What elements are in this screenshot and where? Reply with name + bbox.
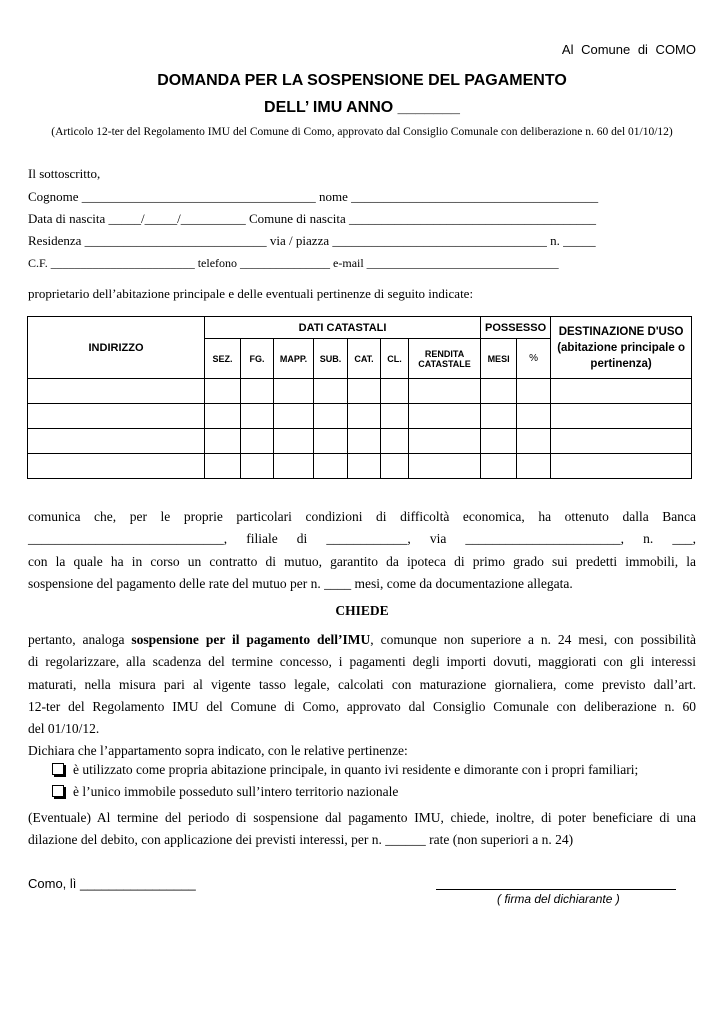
table-cell[interactable] <box>28 404 205 429</box>
table-cell[interactable] <box>348 379 381 404</box>
table-cell[interactable] <box>517 379 551 404</box>
cadastral-table <box>27 316 692 479</box>
table-cell[interactable] <box>241 454 274 479</box>
table-cell[interactable] <box>381 429 409 454</box>
table-cell[interactable] <box>409 454 481 479</box>
owner-text: proprietario dell’abitazione principale e delle eventuali pertinenze di seguito indicate: <box>28 286 474 301</box>
table-cell[interactable] <box>205 454 241 479</box>
intro-text: Il sottoscritto, <box>28 166 101 181</box>
table-cell[interactable] <box>241 404 274 429</box>
header-fg: FG. <box>241 339 274 379</box>
bank-field[interactable]: _____________________________, filiale di ____________, via _______________________, n. ___, <box>28 531 696 546</box>
table-cell[interactable] <box>28 429 205 454</box>
pertanto-bold: sospensione per il pagamento dell’IMU <box>131 632 371 647</box>
place-date-field[interactable]: Como, lì ________________ <box>28 876 196 891</box>
table-cell[interactable] <box>481 429 517 454</box>
table-cell[interactable] <box>481 379 517 404</box>
document-title: DOMANDA PER LA SOSPENSIONE DEL PAGAMENTO <box>157 72 567 89</box>
pertanto-line-3: maturati, nella misura pari al vigente tasso legale, calcolati con maturazione giornaliera, come previsto dall’art. <box>28 677 696 692</box>
table-cell[interactable] <box>205 379 241 404</box>
birth-field[interactable]: Data di nascita _____/_____/__________ Comune di nascita ______________________________________ <box>28 211 596 226</box>
table-row <box>28 404 692 429</box>
table-cell[interactable] <box>381 454 409 479</box>
table-cell[interactable] <box>551 429 692 454</box>
table-cell[interactable] <box>28 454 205 479</box>
pertanto-line-4: 12-ter del Regolamento IMU del Comune di Como, approvato dal Consiglio Comunale con deliberazione n. 60 <box>28 699 696 714</box>
header-sub: SUB. <box>314 339 348 379</box>
recipient: Al Comune di COMO <box>561 42 696 57</box>
header-possesso: POSSESSO <box>481 317 551 339</box>
table-row <box>28 454 692 479</box>
table-cell[interactable] <box>348 404 381 429</box>
table-cell[interactable] <box>409 429 481 454</box>
header-indirizzo: INDIRIZZO <box>28 317 205 379</box>
pertanto-line-2: di regolarizzare, alla scadenza del termine concesso, i pagamenti degli importi dovuti, maggiorati con gli interessi <box>28 654 696 669</box>
header-destinazione <box>551 317 692 379</box>
header-percent: % <box>517 339 551 379</box>
destinazione-title: DESTINAZIONE D'USO <box>558 325 684 338</box>
table-cell[interactable] <box>517 454 551 479</box>
table-cell[interactable] <box>205 429 241 454</box>
eventuale-line-1: (Eventuale) Al termine del periodo di sospensione dal pagamento IMU, chiede, inoltre, di poter beneficiare di una <box>28 810 696 825</box>
check-unico-immobile[interactable] <box>52 784 398 800</box>
table-cell[interactable] <box>348 429 381 454</box>
table-cell[interactable] <box>274 379 314 404</box>
legal-reference: (Articolo 12-ter del Regolamento IMU del Comune di Como, approvato dal Consiglio Comunale con deliberazione n. 60 del 01/10/12) <box>51 126 673 138</box>
cognome-nome-field[interactable]: Cognome ____________________________________ nome ______________________________________ <box>28 189 599 204</box>
header-sez: SEZ. <box>205 339 241 379</box>
table-cell[interactable] <box>314 454 348 479</box>
comunica-line-4: sospensione del pagamento delle rate del mutuo per n. ____ mesi, come da documentazione allegata. <box>28 576 573 591</box>
signature-label: ( firma del dichiarante ) <box>497 892 620 906</box>
table-row <box>28 379 692 404</box>
table-cell[interactable] <box>551 404 692 429</box>
check-label: è utilizzato come propria abitazione principale, in quanto ivi residente e dimorante con i propri familiari; <box>73 762 639 777</box>
table-cell[interactable] <box>381 404 409 429</box>
chiede-heading: CHIEDE <box>335 603 389 618</box>
dichiara-text: Dichiara che l’appartamento sopra indicato, con le relative pertinenze: <box>28 743 408 758</box>
table-cell[interactable] <box>205 404 241 429</box>
table-cell[interactable] <box>28 379 205 404</box>
table-cell[interactable] <box>274 429 314 454</box>
pertanto-suffix: , comunque non superiore a n. 24 mesi, con possibilità <box>370 632 697 647</box>
signature-line[interactable] <box>436 889 676 890</box>
document-title-year: DELL’ IMU ANNO _______ <box>264 99 460 116</box>
header-cat: CAT. <box>348 339 381 379</box>
table-cell[interactable] <box>481 404 517 429</box>
header-mesi: MESI <box>481 339 517 379</box>
table-cell[interactable] <box>409 404 481 429</box>
check-abitazione-principale[interactable] <box>52 762 638 778</box>
table-cell[interactable] <box>381 379 409 404</box>
table-cell[interactable] <box>314 379 348 404</box>
table-cell[interactable] <box>274 404 314 429</box>
header-cl: CL. <box>381 339 409 379</box>
table-cell[interactable] <box>348 454 381 479</box>
table-cell[interactable] <box>314 404 348 429</box>
pertanto-line-1 <box>28 629 696 652</box>
residence-field[interactable]: Residenza ____________________________ via / piazza _________________________________ n. _____ <box>28 233 596 248</box>
header-dati-catastali: DATI CATASTALI <box>205 317 481 339</box>
comunica-line-3: con la quale ha in corso un contratto di mutuo, garantito da ipoteca di primo grado sui predetti immobili, la <box>28 554 696 569</box>
pertanto-prefix: pertanto, analoga <box>28 632 132 647</box>
table-cell[interactable] <box>551 454 692 479</box>
checkbox-icon[interactable] <box>52 763 64 775</box>
table-cell[interactable] <box>274 454 314 479</box>
table-cell[interactable] <box>517 404 551 429</box>
table-cell[interactable] <box>551 379 692 404</box>
pertanto-line-5: del 01/10/12. <box>28 721 100 736</box>
table-row <box>28 429 692 454</box>
table-cell[interactable] <box>241 379 274 404</box>
table-cell[interactable] <box>517 429 551 454</box>
cf-contact-field[interactable]: C.F. ________________________ telefono _______________ e-mail ________________________________ <box>28 256 559 270</box>
check-label: è l’unico immobile posseduto sull’intero territorio nazionale <box>73 784 399 799</box>
table-cell[interactable] <box>481 454 517 479</box>
table-cell[interactable] <box>241 429 274 454</box>
header-rendita: RENDITA CATASTALE <box>409 339 481 379</box>
table-cell[interactable] <box>409 379 481 404</box>
header-mapp: MAPP. <box>274 339 314 379</box>
table-cell[interactable] <box>314 429 348 454</box>
comunica-line-1: comunica che, per le proprie particolari condizioni di difficoltà economica, ha ottenuto dalla Banca <box>28 509 696 524</box>
eventuale-line-2[interactable]: dilazione del debito, con applicazione dei previsti interessi, per n. ______ rate (non superiori a n. 24) <box>28 832 574 847</box>
destinazione-subtitle: (abitazione principale o pertinenza) <box>557 341 685 370</box>
checkbox-icon[interactable] <box>52 785 64 797</box>
